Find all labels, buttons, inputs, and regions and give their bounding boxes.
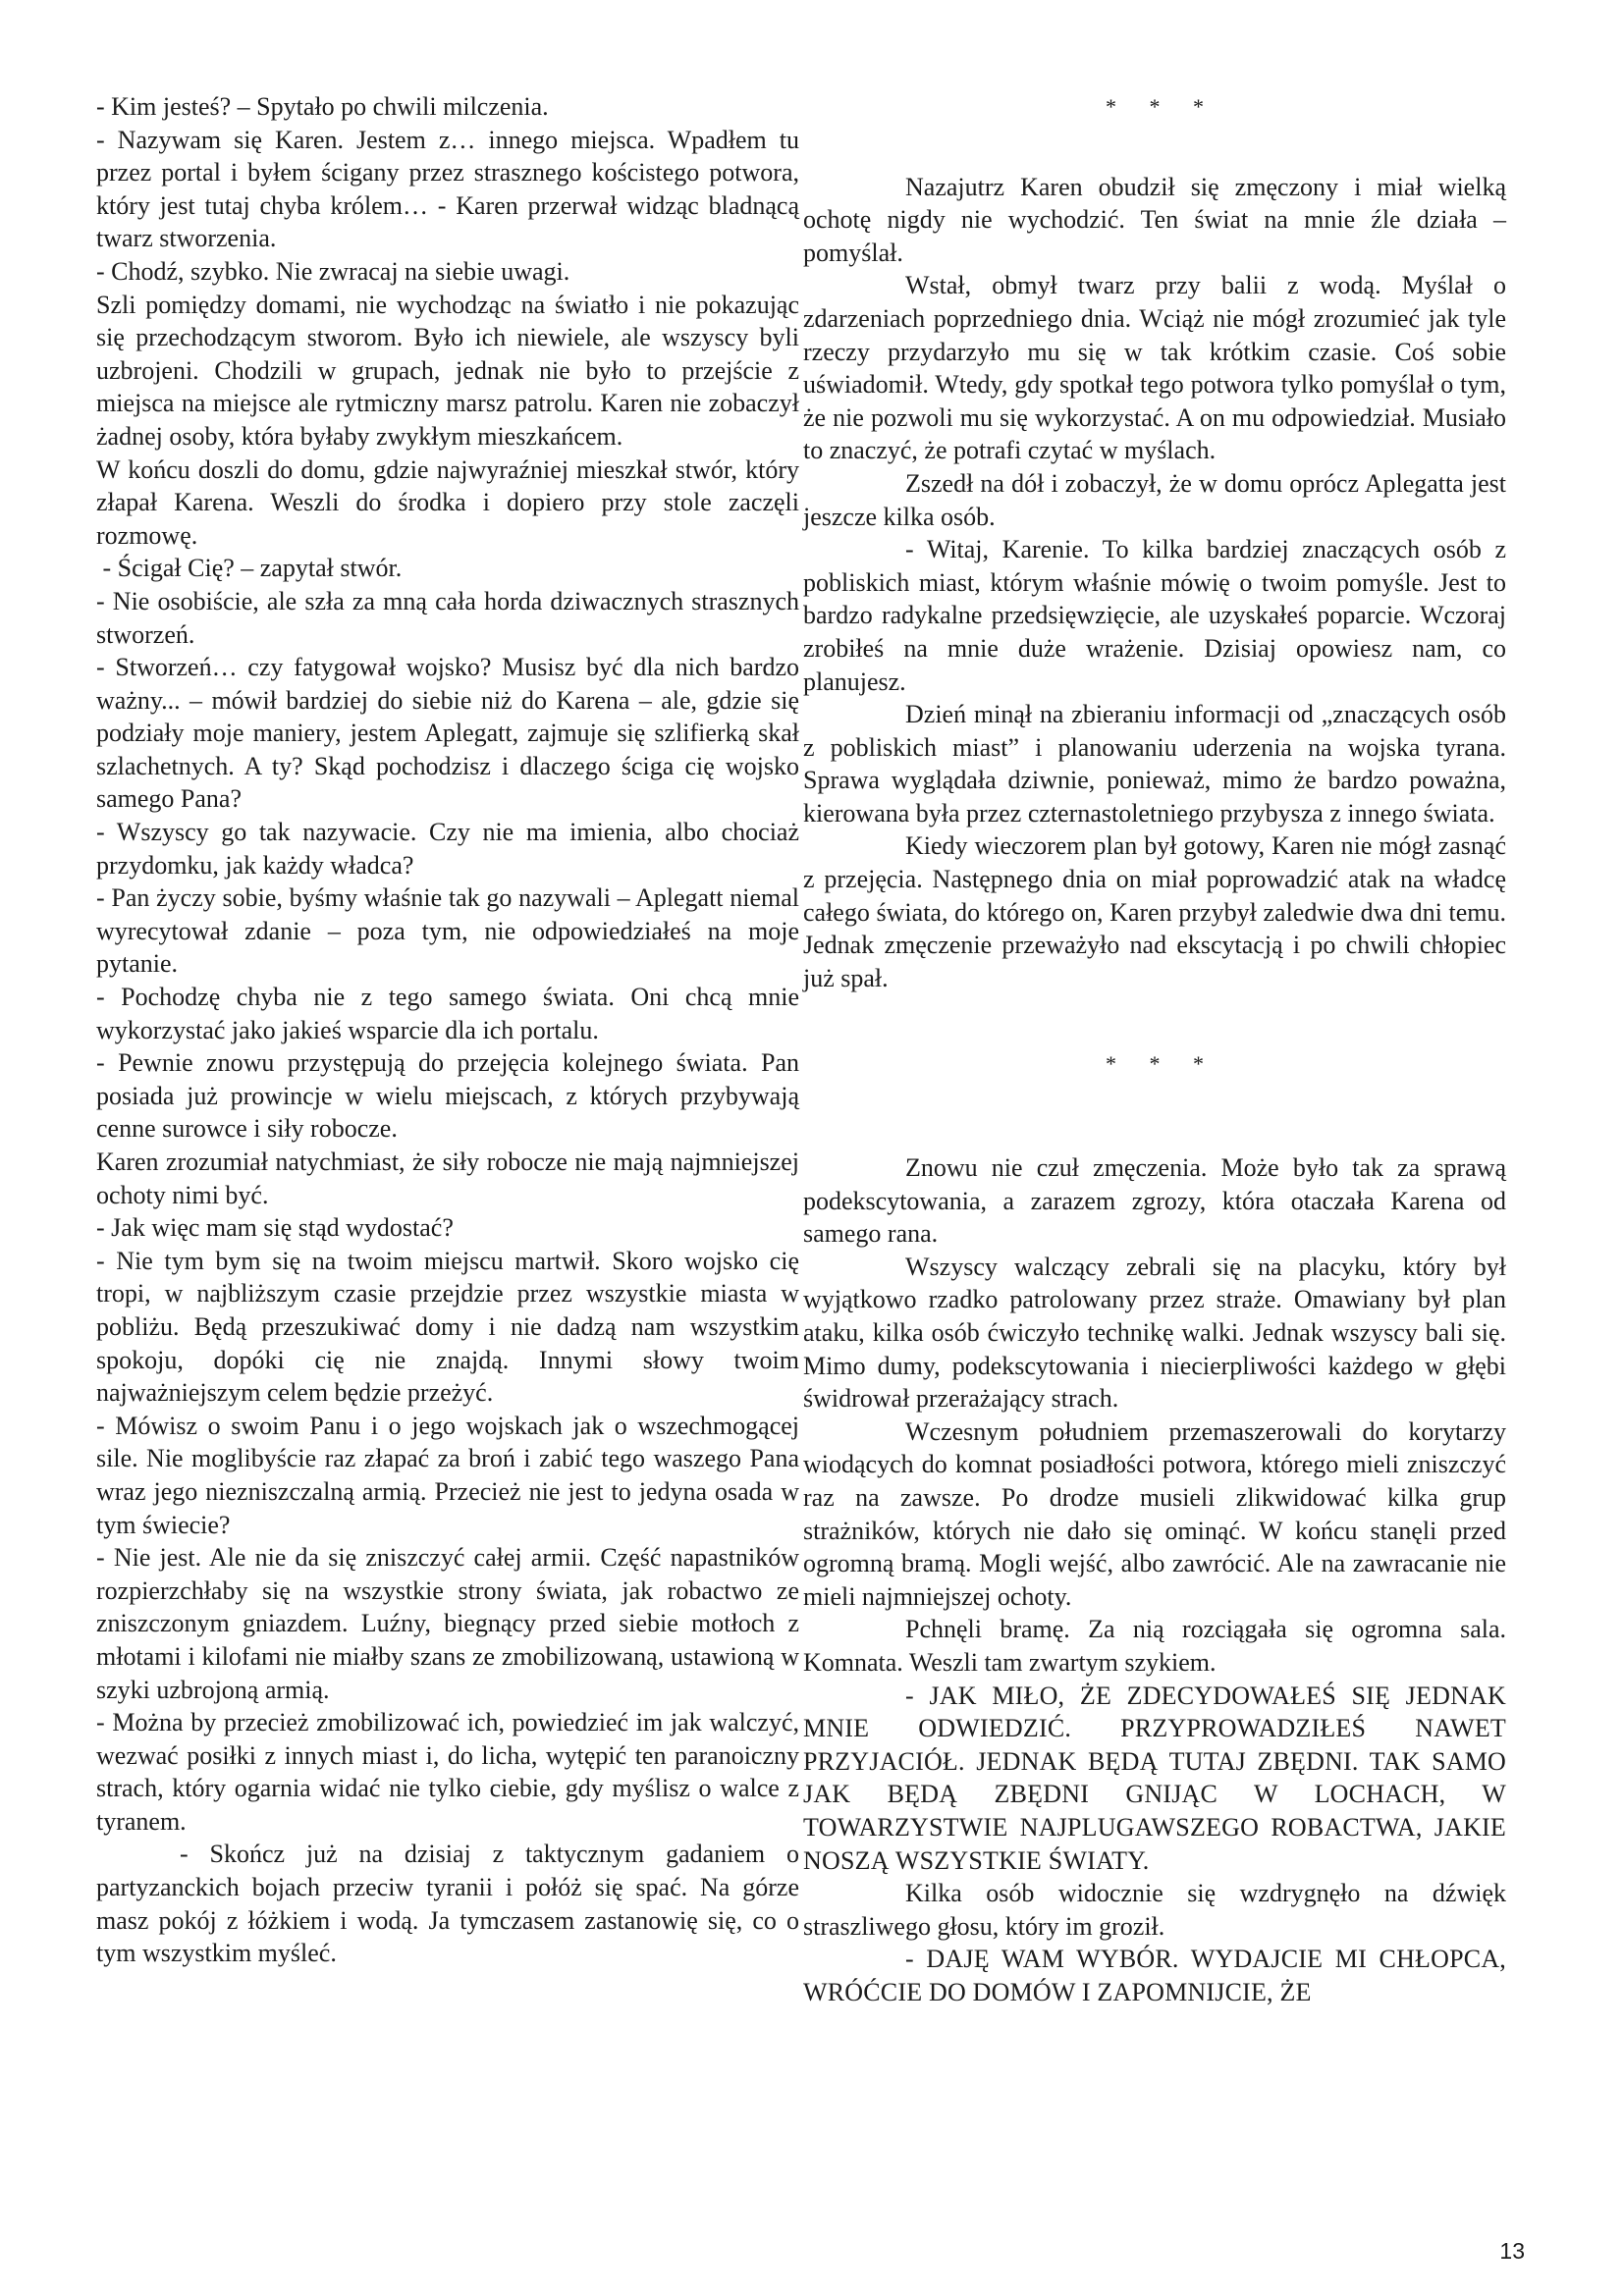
paragraph: - Jak więc mam się stąd wydostać? xyxy=(96,1213,454,1243)
paragraph: - Chodź, szybko. Nie zwracaj na siebie uwagi. xyxy=(96,256,570,286)
paragraph: - Nie tym bym się na twoim miejscu martwił. Skoro wojsko cię tropi, w najbliższym czasie przejdzie przez wszystkie miasta w pobliżu. Będą przeszukiwać domy i nie dadzą nam wszystkim spokoju, dopóki cię nie znajdą. Innymi słowy twoim najważniejszym celem będzie przeżyć. xyxy=(96,1246,799,1408)
paragraph: Dzień minął na zbieraniu informacji od „znaczących osób z pobliskich miast” i planowaniu uderzenia na wojska tyrana. Sprawa wyglądała dziwnie, ponieważ, mimo że bardzo poważna, kierowana była przez czternastoletniego przybysza z innego świata. xyxy=(803,700,1506,828)
right-text-column xyxy=(803,90,1506,2008)
paragraph: Wstał, obmył twarz przy balii z wodą. Myślał o zdarzeniach poprzedniego dnia. Wciąż nie mógł zrozumieć jak tyle rzeczy przydarzyło mu się w tak krótkim czasie. Coś sobie uświadomił. Wtedy, gdy spotkał tego potwora tylko pomyślał o tym, że nie pozwoli mu się wykorzystać. A on mu odpowiedział. Musiało to znaczyć, że potrafi czytać w myślach. xyxy=(803,271,1506,465)
paragraph: Kiedy wieczorem plan był gotowy, Karen nie mógł zasnąć z przejęcia. Następnego dnia on miał poprowadzić atak na władcę całego świata, do którego on, Karen przybył zaledwie dwa dni temu. Jednak zmęczenie przeważyło nad ekscytacją i po chwili chłopiec już spał. xyxy=(803,831,1506,992)
paragraph: Znowu nie czuł zmęczenia. Może było tak za sprawą podekscytowania, a zarazem zgrozy, która otaczała Karena od samego rana. xyxy=(803,1153,1506,1249)
paragraph: - Ścigał Cię? – zapytał stwór. xyxy=(96,554,403,583)
paragraph: - Mówisz o swoim Panu i o jego wojskach jak o wszechmogącej sile. Nie moglibyście raz złapać za broń i zabić tego waszego Pana wraz jego niezniszczalną armią. Przecież nie jest to jedyna osada w tym świecie? xyxy=(96,1411,799,1539)
paragraph: - Nie osobiście, ale szła za mną cała horda dziwacznych strasznych stworzeń. xyxy=(96,586,799,649)
section-break: * * * xyxy=(1106,94,1217,119)
paragraph: Wszyscy walczący zebrali się na placyku, który był wyjątkowo rzadko patrolowany przez straże. Omawiany był plan ataku, kilka osób ćwiczyło technikę walki. Jednak wszyscy bali się. Mimo dumy, podekscytowania i niecierpliwości każdego w głębi świdrował przerażający strach. xyxy=(803,1252,1506,1414)
paragraph: Szli pomiędzy domami, nie wychodząc na światło i nie pokazując się przechodzącym stworom. Było ich niewiele, ale wszyscy byli uzbrojeni. Chodzili w grupach, jednak nie było to przejście z miejsca na miejsce ale rytmiczny marsz patrolu. Karen nie zobaczył żadnej osoby, która byłaby zwykłym mieszkańcem. xyxy=(96,290,799,451)
paragraph: Wczesnym południem przemaszerowali do korytarzy wiodących do komnat posiadłości potwora, którego mieli zniszczyć raz na zawsze. Po drodze musieli zlikwidować kilka grup strażników, których nie dało się ominąć. W końcu stanęli przed ogromną bramą. Mogli wejść, albo zawrócić. Ale na zawracanie nie mieli najmniejszej ochoty. xyxy=(803,1416,1506,1611)
paragraph: - Nazywam się Karen. Jestem z… innego miejsca. Wpadłem tu przez portal i byłem ścigany przez strasznego kościstego potwora, który jest tutaj chyba królem… - Karen przerwał widząc bladnącą twarz stworzenia. xyxy=(96,125,799,253)
paragraph: - Nie jest. Ale nie da się zniszczyć całej armii. Część napastników rozpierzchłaby się na wszystkie strony świata, jak robactwo ze zniszczonym gniazdem. Luźny, biegnący przed siebie motłoch z młotami i kilofami nie miałby szans ze zmobilizowaną, ustawioną w szyki uzbrojoną armią. xyxy=(96,1543,799,1704)
paragraph: Zszedł na dół i zobaczył, że w domu oprócz Aplegatta jest jeszcze kilka osób. xyxy=(803,468,1506,531)
paragraph: - Pochodzę chyba nie z tego samego świata. Oni chcą mnie wykorzystać jako jakieś wsparcie dla ich portalu. xyxy=(96,983,799,1044)
paragraph: - JAK MIŁO, ŻE ZDECYDOWAŁEŚ SIĘ JEDNAK MNIE ODWIEDZIĆ. PRZYPROWADZIŁEŚ NAWET PRZYJACIÓŁ. JEDNAK BĘDĄ TUTAJ ZBĘDNI. TAK SAMO JAK BĘDĄ ZBĘDNI GNIJĄC W LOCHACH, W TOWARZYSTWIE NAJPLUGAWSZEGO ROBACTWA, JAKIE NOSZĄ WSZYSTKIE ŚWIATY. xyxy=(803,1681,1506,1875)
left-text-column xyxy=(96,90,799,1970)
paragraph: - Kim jesteś? – Spytało po chwili milczenia. xyxy=(96,92,549,121)
paragraph: - Stworzeń… czy fatygował wojsko? Musisz być dla nich bardzo ważny... – mówił bardziej do siebie niż do Karena – ale, gdzie się podziały moje maniery, jestem Aplegatt, zajmuje się szlifierką skał szlachetnych. A ty? Skąd pochodzisz i dlaczego ściga cię wojsko samego Pana? xyxy=(96,653,799,814)
paragraph: W końcu doszli do domu, gdzie najwyraźniej mieszkał stwór, który złapał Karena. Weszli do środka i dopiero przy stole zaczęli rozmowę. xyxy=(96,454,799,550)
paragraph: - Pewnie znowu przystępują do przejęcia kolejnego świata. Pan posiada już prowincje w wielu miejscach, z których przybywają cenne surowce i siły robocze. xyxy=(96,1048,799,1144)
paragraph: Kilka osób widocznie się wzdrygnęło na dźwięk straszliwego głosu, który im groził. xyxy=(803,1879,1506,1941)
paragraph: Nazajutrz Karen obudził się zmęczony i miał wielką ochotę nigdy nie wychodzić. Ten świat na mnie źle działa – pomyślał. xyxy=(803,172,1506,267)
paragraph: Karen zrozumiał natychmiast, że siły robocze nie mają najmniejszej ochoty nimi być. xyxy=(96,1148,799,1209)
paragraph: - Wszyscy go tak nazywacie. Czy nie ma imienia, albo chociaż przydomku, jak każdy władca? xyxy=(96,818,799,880)
page-number: 13 xyxy=(1499,2238,1525,2264)
paragraph: - Skończ już na dzisiaj z taktycznym gadaniem o partyzanckich bojach przeciw tyranii i połóż się spać. Na górze masz pokój z łóżkiem i wodą. Ja tymczasem zastanowię się, co o tym wszystkim myśleć. xyxy=(96,1840,799,1968)
paragraph: - Pan życzy sobie, byśmy właśnie tak go nazywali – Aplegatt niemal wyrecytował zdanie – poza tym, nie odpowiedziałeś na moje pytanie. xyxy=(96,883,799,979)
paragraph: - Można by przecież zmobilizować ich, powiedzieć im jak walczyć, wezwać posiłki z innych miast i, do licha, wytępić ten paranoiczny strach, który ogarnia widać nie tylko ciebie, gdy myślisz o walce z tyranem. xyxy=(96,1708,799,1836)
paragraph: Pchnęli bramę. Za nią rozciągała się ogromna sala. Komnata. Weszli tam zwartym szykiem. xyxy=(803,1615,1506,1677)
section-break: * * * xyxy=(1106,1051,1217,1077)
paragraph: - DAJĘ WAM WYBÓR. WYDAJCIE MI CHŁOPCA, WRÓĆCIE DO DOMÓW I ZAPOMNIJCIE, ŻE xyxy=(803,1945,1506,2006)
paragraph: - Witaj, Karenie. To kilka bardziej znaczących osób z pobliskich miast, którym właśnie mówię o twoim pomyśle. Jest to bardzo radykalne przedsięwzięcie, ale uzyskałeś poparcie. Wczoraj zrobiłeś na mnie duże wrażenie. Dzisiaj opowiesz nam, co planujesz. xyxy=(803,535,1506,696)
